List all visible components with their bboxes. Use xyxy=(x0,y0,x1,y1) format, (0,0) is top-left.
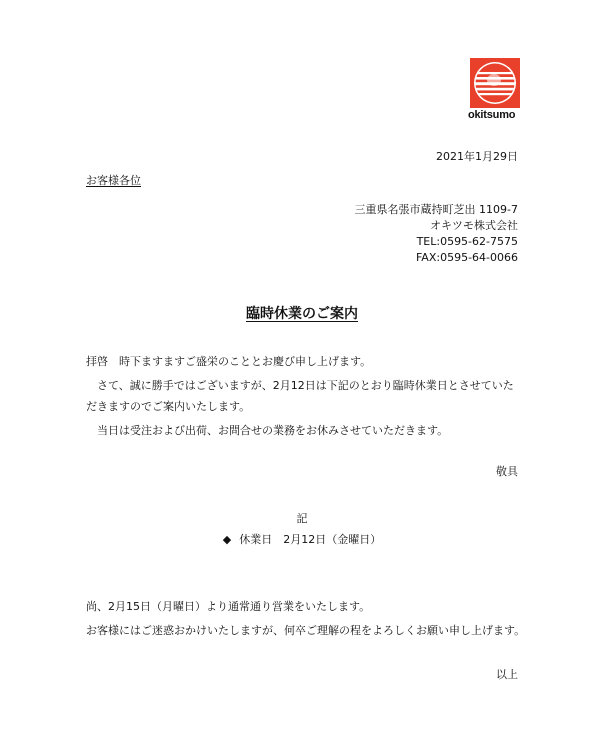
sender-address: 三重県名張市蔵持町芝出 1109-7 xyxy=(354,203,518,216)
okitsumo-logo-icon xyxy=(470,58,520,108)
body-line-2: さて、誠に勝手ではございますが、2月12日は下記のとおり臨時休業日とさせていた xyxy=(86,379,514,392)
body-line-4: 当日は受注および出荷、お問合せの業務をお休みさせていただきます。 xyxy=(86,424,449,437)
sender-tel: TEL:0595-62-7575 xyxy=(416,235,518,248)
body-line-3: だきますのでご案内いたします。 xyxy=(86,400,251,413)
holiday-line xyxy=(0,533,604,547)
logo-wordmark: okitsumo xyxy=(468,109,516,121)
company-logo xyxy=(470,58,520,124)
sender-company: オキツモ株式会社 xyxy=(430,219,518,232)
note-line-1: 尚、2月15日（月曜日）より通常通り営業をいたします。 xyxy=(86,600,371,613)
holiday-text: 休業日 2月12日（金曜日） xyxy=(239,533,382,546)
closing-ijou: 以上 xyxy=(496,668,518,681)
addressee: お客様各位 xyxy=(86,174,141,187)
ki-heading: 記 xyxy=(296,512,308,525)
sender-fax: FAX:0595-64-0066 xyxy=(415,251,518,264)
page-title: 臨時休業のご案内 xyxy=(246,306,358,322)
note-line-2: お客様にはご迷惑おかけいたしますが、何卒ご理解の程をよろしくお願い申し上げます。 xyxy=(86,624,526,637)
diamond-bullet-icon: ◆ xyxy=(222,533,232,546)
body-line-1: 拝啓 時下ますますご盛栄のこととお慶び申し上げます。 xyxy=(86,355,372,368)
closing-keigu: 敬具 xyxy=(496,465,518,478)
document-date: 2021年1月29日 xyxy=(436,150,518,163)
